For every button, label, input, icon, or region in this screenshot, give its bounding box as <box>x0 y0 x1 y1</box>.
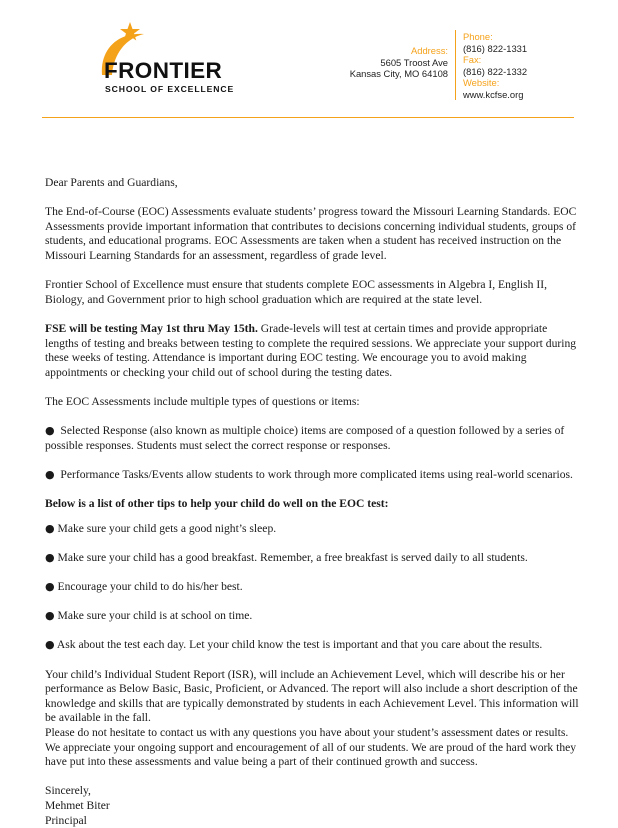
paragraph-item-types-intro: The EOC Assessments include multiple types of questions or items: <box>45 394 360 408</box>
tip-text: Encourage your child to do his/her best. <box>57 580 243 594</box>
fax-number: (816) 822-1332 <box>463 65 528 77</box>
testing-dates-bold: FSE will be testing May 1st thru May 15th. <box>45 321 258 335</box>
bullet-icon: ● <box>45 550 55 564</box>
fax-label: Fax: <box>463 54 482 65</box>
address-line1: 5605 Troost Ave <box>380 56 448 68</box>
phone-number: (816) 822-1331 <box>463 42 528 54</box>
contact-divider <box>455 30 456 100</box>
contact-block <box>463 31 527 100</box>
list-item <box>45 609 579 624</box>
address-label: Address: <box>411 45 448 56</box>
list-item <box>45 638 579 653</box>
list-item <box>45 522 579 537</box>
website-link[interactable]: www.kcfse.org <box>463 88 524 100</box>
bullet-icon: ● <box>45 609 55 623</box>
address-line2: Kansas City, MO 64108 <box>349 68 448 79</box>
tip-text: Make sure your child has a good breakfast. Remember, a free breakfast is served daily to all students. <box>57 550 528 564</box>
bullet-icon: ● <box>45 580 55 594</box>
paragraph-requirements: Frontier School of Excellence must ensure that students complete EOC assessments in Algebra I, English II, Biology, and Government prior to high school graduation which are required at the state level. <box>45 278 547 306</box>
paragraph-isr: Your child’s Individual Student Report (ISR), will include an Achievement Level, which will describe his or her performance as Below Basic, Basic, Proficient, or Advanced. The report will also include a short description of the knowledge and skills that are typically demonstrated by students in each Achievement Level. This information will be available in the fall. <box>45 667 579 725</box>
salutation: Dear Parents and Guardians, <box>45 176 178 189</box>
paragraph-intro: The End-of-Course (EOC) Assessments evaluate students’ progress toward the Missouri Learning Standards. EOC Assessments provide important information that contributes to decisions concerning individual students, groups of students, and educational programs. EOC Assessments are taken when a student has received instruction on the Missouri Learning Standards for an assessment, regardless of grade level. <box>45 205 577 262</box>
website-label: Website: <box>463 77 500 88</box>
header-rule <box>42 117 574 118</box>
school-subtitle: SCHOOL OF EXCELLENCE <box>105 84 235 94</box>
tip-text: Make sure your child gets a good night’s sleep. <box>57 521 277 535</box>
address-block <box>350 45 448 80</box>
closing: Sincerely, <box>45 784 91 798</box>
signer-name: Mehmet Biter <box>45 798 110 812</box>
tips-heading-text: Below is a list of other tips to help your child do well on the EOC test: <box>45 497 389 511</box>
tip-text: Ask about the test each day. Let your child know the test is important and that you care about the results. <box>56 638 543 652</box>
letter-body <box>45 176 579 828</box>
bullet-icon: ● <box>45 467 55 481</box>
list-item <box>45 424 579 453</box>
list-item <box>45 468 579 483</box>
school-name: FRONTIER <box>104 58 223 83</box>
tips-heading <box>45 497 579 512</box>
bullet-icon: ● <box>45 638 55 652</box>
item-types-list <box>45 424 579 482</box>
item-type-text: Performance Tasks/Events allow students to work through more complicated items using real-world scenarios. <box>60 467 573 481</box>
tip-text: Make sure your child is at school on time. <box>57 609 253 623</box>
phone-label: Phone: <box>463 31 493 42</box>
list-item <box>45 580 579 595</box>
bullet-icon: ● <box>45 521 55 535</box>
signer-title: Principal <box>45 813 87 827</box>
item-type-text: Selected Response (also known as multiple choice) items are composed of a question followed by a series of possible responses. Students must select the correct response or responses. <box>45 424 565 452</box>
letterhead <box>0 0 618 120</box>
testing-dates-rest: Grade-levels will test at certain times and provide appropriate lengths of testing and breaks between testing to complete the required sessions. We appreciate your support during these weeks of testing. Attendance is important during EOC testing. We encourage you to avoid making appointments or checking your child out of school during the testing dates. <box>45 321 577 379</box>
tips-list <box>45 522 579 653</box>
paragraph-testing-dates <box>45 322 579 380</box>
paragraph-contact: Please do not hesitate to contact us with any questions you have about your student’s assessment dates or results. We appreciate your ongoing support and encouragement of all of our students. We are proud of the hard work they have put into these assessments and value being a part of their continued growth and success. <box>45 725 577 769</box>
bullet-icon: ● <box>45 424 55 438</box>
list-item <box>45 551 579 566</box>
